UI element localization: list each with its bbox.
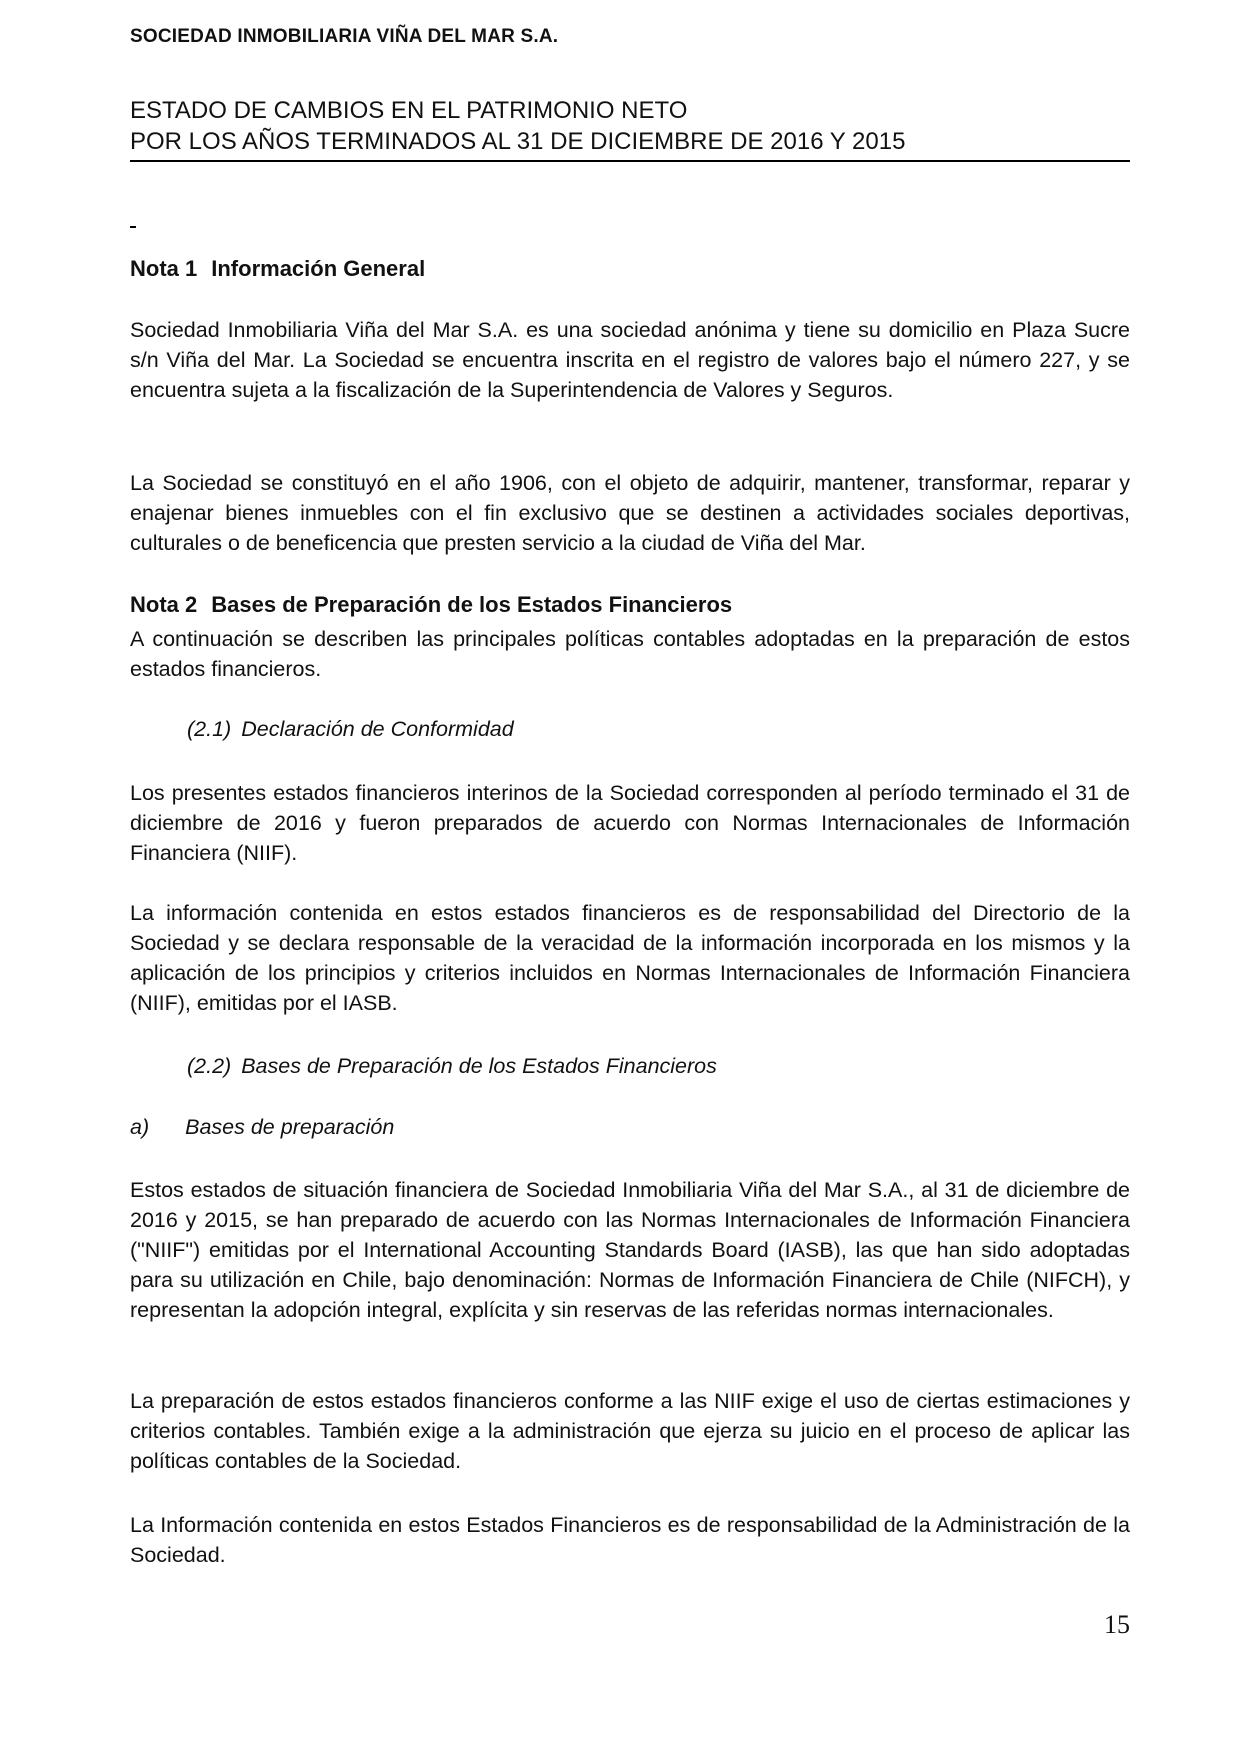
- nota2-title: Bases de Preparación de los Estados Financieros: [211, 592, 733, 617]
- section-2-1-paragraph-1: Los presentes estados financieros interinos de la Sociedad corresponden al período terminado el 31 de diciembre de 2016 y fueron preparados de acuerdo con Normas Internacionales de Información Financiera (NIIF).: [130, 781, 1130, 865]
- dash-mark: [130, 226, 136, 228]
- section-2-1-number: (2.1): [187, 717, 232, 741]
- nota1-paragraph-2: La Sociedad se constituyó en el año 1906, con el objeto de adquirir, mantener, transformar, reparar y enajenar bienes inmuebles con el fin exclusivo que se destinen a actividades sociales deportivas, culturales o de beneficencia que presten servicio a la ciudad de Viña del Mar.: [130, 471, 1130, 555]
- nota2-heading: [130, 592, 732, 618]
- nota2-number: Nota 2: [130, 592, 198, 617]
- subsection-a-paragraph-3: La Información contenida en estos Estados Financieros es de responsabilidad de la Administración de la Sociedad.: [130, 1513, 1130, 1567]
- section-2-1-title: Declaración de Conformidad: [241, 717, 514, 741]
- document-title-line-2: POR LOS AÑOS TERMINADOS AL 31 DE DICIEMBRE DE 2016 Y 2015: [130, 128, 906, 155]
- subsection-a-paragraph-1: Estos estados de situación financiera de Sociedad Inmobiliaria Viña del Mar S.A., al 31 de diciembre de 2016 y 2015, se han preparado de acuerdo con las Normas Internacionales de Información Financiera ("NIIF") emitidas por el International Accounting Standards Board (IASB), las que han sido adoptadas para su utilización en Chile, bajo denominación: Normas de Información Financiera de Chile (NIFCH), y representan la adopción integral, explícita y sin reservas de las referidas normas internacionales.: [130, 1178, 1130, 1322]
- header-divider: [130, 160, 1130, 162]
- section-2-1-paragraph-2: La información contenida en estos estados financieros es de responsabilidad del Directorio de la Sociedad y se declara responsable de la veracidad de la información incorporada en los mismos y la aplicación de los principios y criterios incluidos en Normas Internacionales de Información Financiera (NIIF), emitidas por el IASB.: [130, 901, 1130, 1015]
- nota2-intro: A continuación se describen las principales políticas contables adoptadas en la preparación de estos estados financieros.: [130, 627, 1130, 681]
- page-number: 15: [1104, 1610, 1130, 1639]
- section-2-2-title: Bases de Preparación de los Estados Financieros: [241, 1054, 717, 1078]
- section-2-1-heading: [187, 717, 514, 742]
- section-2-2-number: (2.2): [187, 1054, 232, 1078]
- section-2-2-heading: [187, 1054, 717, 1079]
- nota1-title: Información General: [211, 256, 426, 281]
- document-page: [130, 0, 1130, 1754]
- document-title-line-1: ESTADO DE CAMBIOS EN EL PATRIMONIO NETO: [130, 97, 688, 124]
- subsection-a-paragraph-2: La preparación de estos estados financieros conforme a las NIIF exige el uso de ciertas estimaciones y criterios contables. También exige a la administración que ejerza su juicio en el proceso de aplicar las políticas contables de la Sociedad.: [130, 1389, 1130, 1473]
- subsection-a-letter: a): [130, 1115, 150, 1139]
- document-title: [130, 95, 905, 157]
- company-name: SOCIEDAD INMOBILIARIA VIÑA DEL MAR S.A.: [130, 26, 559, 47]
- subsection-a-title: Bases de preparación: [185, 1115, 395, 1139]
- subsection-a-heading: [130, 1115, 394, 1140]
- nota1-number: Nota 1: [130, 256, 198, 281]
- nota1-paragraph-1: Sociedad Inmobiliaria Viña del Mar S.A. es una sociedad anónima y tiene su domicilio en Plaza Sucre s/n Viña del Mar. La Sociedad se encuentra inscrita en el registro de valores bajo el número 227, y se encuentra sujeta a la fiscalización de la Superintendencia de Valores y Seguros.: [130, 318, 1130, 402]
- nota1-heading: [130, 256, 425, 282]
